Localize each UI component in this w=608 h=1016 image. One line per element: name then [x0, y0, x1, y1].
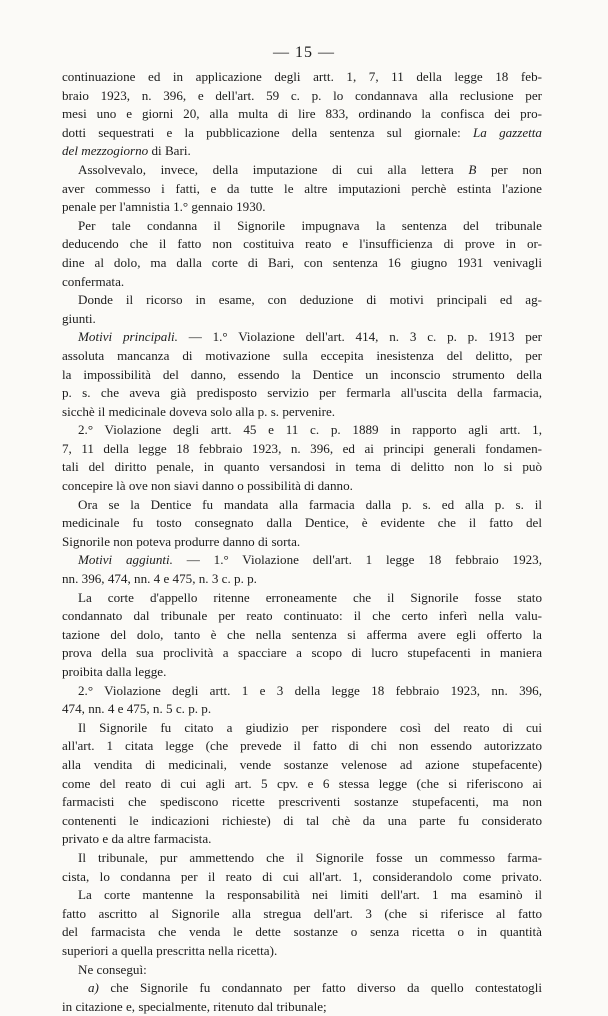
line-text: Il Signorile fu citato a giudizio per rispondere così del reato di cui — [78, 719, 542, 735]
line-text: 474, nn. 4 e 475, n. 5 c. p. p. — [62, 701, 212, 717]
line-text: La corte d'appello ritenne erroneamente che il Signorile fosse stato — [78, 589, 542, 605]
line-text: 2.° Violazione degli artt. 1 e 3 della legge 18 febbraio 1923, nn. 396, — [78, 682, 542, 698]
line-text: giunti. — [62, 310, 96, 326]
line-text: — 1.° Violazione dell'art. 414, n. 3 c. p. p. 1913 per — [188, 329, 542, 345]
italic-text: a) — [88, 980, 99, 996]
line-text: Il tribunale, pur ammettendo che il Signorile fosse un commesso farma- — [78, 849, 542, 865]
text-line — [62, 477, 542, 496]
line-text: aver commesso i fatti, e da tutte le altre imputazioni perchè estinta l'azione — [62, 180, 542, 196]
text-line — [62, 626, 542, 645]
text-line — [62, 440, 542, 459]
line-text: La corte mantenne la responsabilità nei limiti dell'art. 1 ma esaminò il — [78, 887, 542, 903]
text-line — [62, 291, 542, 310]
text-line — [62, 235, 542, 254]
line-text: prova della sua proclività a spacciare a scopo di lucro stupefacenti in maniera — [62, 645, 542, 661]
text-line — [62, 273, 542, 292]
line-text: in citazione e, specialmente, ritenuto dal tribunale; — [62, 998, 327, 1014]
text-line — [62, 87, 542, 106]
text-line — [62, 180, 542, 199]
text-line — [62, 254, 542, 273]
text-line — [62, 663, 542, 682]
text-line — [62, 403, 542, 422]
text-line — [62, 570, 542, 589]
line-text: per non — [491, 161, 542, 177]
text-line — [62, 644, 542, 663]
text-line — [62, 942, 542, 961]
text-line — [62, 868, 542, 887]
line-text: Ora se la Dentice fu mandata alla farmacia dalla p. s. ed alla p. s. il — [78, 496, 542, 512]
text-line — [62, 886, 542, 905]
text-line — [62, 923, 542, 942]
text-line — [62, 589, 542, 608]
line-text: deducendo che il fatto non costituiva reato e l'insufficienza di prove in or- — [62, 236, 542, 252]
line-text: mesi uno e giorni 20, alla multa di lire 833, ordinando la confisca dei pro- — [62, 106, 542, 122]
line-text: la impossibilità del danno, essendo la Dentice un inconscio strumento della — [62, 366, 542, 382]
italic-text: La gazzetta — [473, 124, 542, 140]
line-text: assoluta mancanza di motivazione sulla eccepita inesistenza del delitto, per — [62, 347, 542, 363]
text-line — [62, 998, 542, 1016]
line-text: del farmacista che venda le dette sostanze o senza ricetta o in quantità — [62, 924, 542, 940]
text-line — [62, 514, 542, 533]
text-line — [62, 551, 542, 570]
text-line — [62, 384, 542, 403]
line-text: medicinale fu tosto consegnato dalla Dentice, è evidente che il fatto del — [62, 515, 542, 531]
text-line — [62, 812, 542, 831]
line-text: Signorile non poteva produrre danno di sorta. — [62, 533, 301, 549]
text-line — [62, 905, 542, 924]
line-text: tazione del dolo, tanto è che nella sentenza si afferma avere egli offerto la — [62, 626, 542, 642]
text-line — [62, 105, 542, 124]
line-text: Ne conseguì: — [78, 961, 147, 977]
line-text: concepire là ove non siavi danno o possibilità di danno. — [62, 478, 353, 494]
italic-text: B — [468, 161, 477, 177]
line-text: 2.° Violazione degli artt. 45 e 11 c. p. 1889 in rapporto agli artt. 1, — [78, 422, 542, 438]
line-text: privato e da altre farmacista. — [62, 831, 212, 847]
text-line — [62, 142, 542, 161]
italic-text: del mezzogiorno — [62, 143, 149, 159]
line-text: p. s. che aveva già predisposto servizio per fermarla all'uscita della farmacia, — [62, 385, 542, 401]
line-text: tali del diritto penale, in quanto versandosi in tema di delitto non lo si può — [62, 459, 542, 475]
line-text: braio 1923, n. 396, e dell'art. 59 c. p. lo condannava alla reclusione per — [62, 87, 542, 103]
italic-text: Motivi aggiunti. — [78, 552, 173, 568]
line-text: condannato dal tribunale per reato continuato: il che certo inferì nella valu- — [62, 608, 542, 624]
text-line — [62, 682, 542, 701]
text-line — [62, 607, 542, 626]
line-text: contenenti le indicazioni richieste) di tal chè da una parte fu considerato — [62, 812, 542, 828]
text-line — [62, 217, 542, 236]
page-number: — 15 — — [273, 44, 335, 61]
text-line — [62, 533, 542, 552]
text-line — [62, 458, 542, 477]
text-line — [62, 124, 542, 143]
line-text: farmacisti che spediscono ricette prescriventi sostanze stupefacenti, ma non — [62, 794, 542, 810]
line-text: penale per l'amnistia 1.° gennaio 1930. — [62, 199, 266, 215]
text-line — [62, 700, 542, 719]
line-text: all'art. 1 citata legge (che prevede il fatto di chi non essendo autorizzato — [62, 738, 542, 754]
line-text: superiori a quella prescritta nella ricetta). — [62, 942, 278, 958]
line-text: come del reato di cui agli art. 5 cpv. e 6 stessa legge (che si riferiscono ai — [62, 775, 542, 791]
line-text: cista, lo condanna per il reato di cui all'art. 1, considerandolo come privato. — [62, 868, 542, 884]
line-text: — 1.° Violazione dell'art. 1 legge 18 febbraio 1923, — [186, 552, 542, 568]
text-line — [62, 737, 542, 756]
text-line — [62, 68, 542, 87]
line-text: Per tale condanna il Signorile impugnava la sentenza del tribunale — [78, 217, 542, 233]
line-text: dine al dolo, ma dalla corte di Bari, con sentenza 16 giugno 1931 venivagli — [62, 254, 542, 270]
text-line — [62, 830, 542, 849]
text-line — [62, 310, 542, 329]
line-text: proibita dalla legge. — [62, 664, 167, 679]
text-line — [62, 328, 542, 347]
body-text — [62, 68, 542, 1016]
line-text: sicchè il medicinale doveva solo alla p. s. pervenire. — [62, 403, 336, 419]
text-line — [62, 719, 542, 738]
text-line — [62, 347, 542, 366]
line-text: Donde il ricorso in esame, con deduzione di motivi principali ed ag- — [78, 292, 542, 308]
text-line — [62, 979, 542, 998]
text-line — [62, 198, 542, 217]
line-text: 7, 11 della legge 18 febbraio 1923, n. 396, ed ai principi generali fondamen- — [62, 440, 542, 456]
text-line — [62, 775, 542, 794]
line-text: che Signorile fu condannato per fatto diverso da quello contestatogli — [110, 980, 542, 996]
line-text: fatto ascritto al Signorile alla stregua dell'art. 3 (che si riferisce al fatto — [62, 905, 542, 921]
text-line — [62, 366, 542, 385]
line-text: Assolvevalo, invece, della imputazione di cui alla lettera — [78, 161, 454, 177]
line-text: dotti sequestrati e la pubblicazione della sentenza sul giornale: — [62, 124, 461, 140]
text-line — [62, 849, 542, 868]
text-line — [62, 756, 542, 775]
line-text: alla vendita di medicinali, vende sostanze velenose ad azione stupefacente) — [62, 756, 542, 772]
text-line — [62, 421, 542, 440]
line-text: di Bari. — [151, 143, 191, 159]
italic-text: Motivi principali. — [78, 329, 178, 345]
line-text: nn. 396, 474, nn. 4 e 475, n. 3 c. p. p. — [62, 571, 257, 587]
text-line — [62, 496, 542, 515]
text-line — [62, 161, 542, 180]
text-line — [62, 961, 542, 980]
text-line — [62, 793, 542, 812]
line-text: continuazione ed in applicazione degli artt. 1, 7, 11 della legge 18 feb- — [62, 69, 542, 84]
line-text: confermata. — [62, 273, 125, 289]
